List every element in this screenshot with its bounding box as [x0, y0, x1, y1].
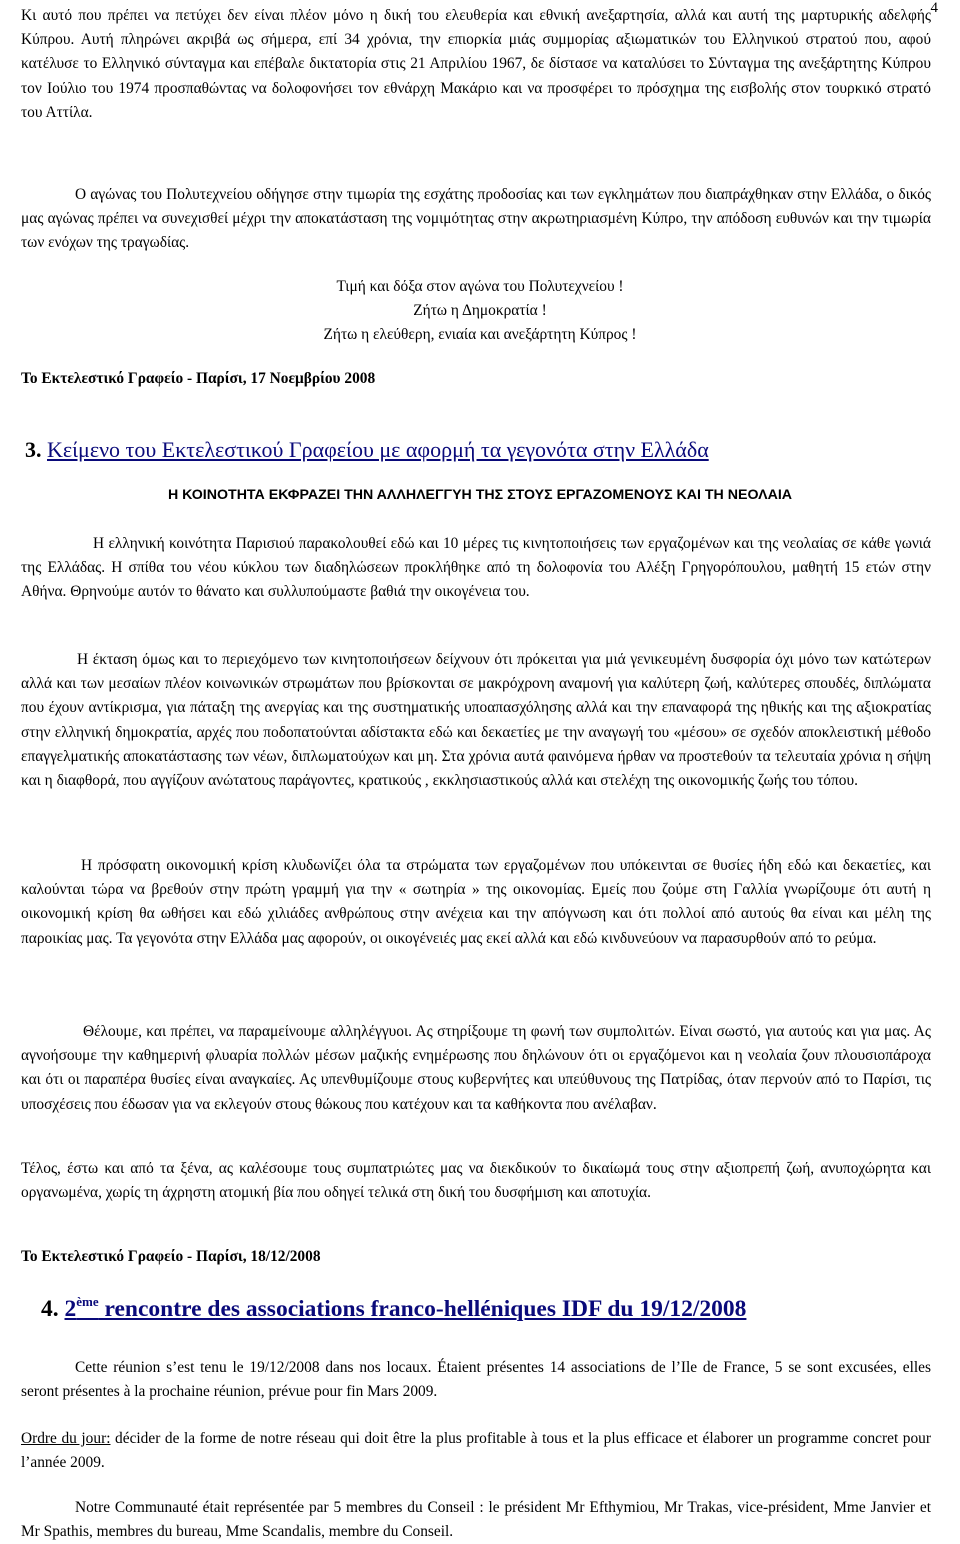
paragraph-independence: Κι αυτό που πρέπει να πετύχει δεν είναι πλέον μόνο η δική του ελευθερία και εθνική ανεξαρτησία, αλλά και αυτή της μαρτυρικής αδελφής Κύπρου. Αυτή πληρώνει ακριβά ως σήμερα, επί 34 χρόνια, την επιορκία μιάς συμμορίας αξιωματικών του Ελληνικού στρατού που, αφού κατέλυσε το Ελληνικό σύνταγμα και επέβαλε δικτατορία στις 21 Απριλίου 1967, δε δίστασε να καταλύσει το Σύνταγμα της ανεξάρτητης Κύπρου τον Ιούλιο του 1974 προσπαθώντας να δολοφονήσει τον εθνάρχη Μακάριο και να προσφέρει το πρόσχημα της εισβολής στον τουρκικό στρατό του Αττίλα.	[21, 7, 931, 121]
section-4-number: 4.	[41, 1296, 59, 1322]
section-3-subtitle: Η ΚΟΙΝΟΤΗΤΑ ΕΚΦΡΑΖΕΙ ΤΗΝ ΑΛΛΗΛΕΓΓΥΗ ΤΗΣ ΣΤΟΥΣ ΕΡΓΑΖΟΜΕΝΟΥΣ ΚΑΙ ΤΗ ΝΕΟΛΑΙΑ	[167, 487, 793, 503]
paragraph-agenda	[21, 1427, 931, 1475]
slogan-cyprus: Ζήτω η ελεύθερη, ενιαία και ανεξάρτητη Κύπρος !	[323, 326, 637, 343]
section-4-title-rest: rencontre des associations franco-helléniques IDF du 19/12/2008	[98, 1296, 747, 1322]
section-4-heading	[41, 1296, 746, 1323]
paragraph-community: Η ελληνική κοινότητα Παρισιού παρακολουθεί εδώ και 10 μέρες τις κινητοποιήσεις των εργαζομένων και της νεολαίας σε κάθε γωνιά της Ελλάδας. Η σπίθα του νέου κύκλου των διαδηλώσεων προκλήθηκε από τη δολοφονία του Αλέξη Γρηγορόπουλου, μαθητή 15 ετών στην Αθήνα. Θρηνούμε αυτόν το θάνατο και συλλυπούμαστε βαθιά την οικογένεια του.	[21, 535, 931, 601]
slogan-polytechnic: Τιμή και δόξα στον αγώνα του Πολυτεχνείου !	[336, 278, 624, 295]
agenda-text: décider de la forme de notre réseau qui doit être la plus profitable à tous et la plus efficace et élaborer un programme concret pour l’année 2009.	[21, 1430, 932, 1472]
section-3-number: 3.	[25, 437, 42, 462]
section-4-title-ordinal: 2	[64, 1296, 77, 1322]
slogan-democracy: Ζήτω η Δημοκρατία !	[413, 302, 547, 319]
paragraph-polytechnic: Ο αγώνας του Πολυτεχνείου οδήγησε στην τιμωρία της εσχάτης προδοσίας και των εγκλημάτων που διαπράχθηκαν στην Ελλάδα, ο δικός μας αγώνας πρέπει να συνεχισθεί μέχρι την αποκατάσταση της νομιμότητας στην ακρωτηριασμένη Κύπρο, την απόδοση ευθυνών και την τιμωρία των ενόχων της τραγωδίας.	[21, 186, 931, 252]
page-number: 4	[930, 0, 938, 16]
signature-nov-2008: Το Εκτελεστικό Γραφείο - Παρίσι, 17 Νοεμβρίου 2008	[21, 370, 376, 387]
paragraph-meeting: Cette réunion s’est tenu le 19/12/2008 dans nos locaux. Étaient présentes 14 associations de l’Ile de France, 5 se sont excusées, elles seront présentes à la prochaine réunion, prévue pour fin Mars 2009.	[21, 1359, 931, 1401]
agenda-label: Ordre du jour:	[21, 1430, 111, 1447]
section-4-title	[65, 1296, 747, 1322]
section-4-title-sup: ème	[76, 1294, 99, 1309]
signature-dec-2008: Το Εκτελεστικό Γραφείο - Παρίσι, 18/12/2008	[21, 1248, 321, 1265]
paragraph-crisis: Η πρόσφατη οικονομική κρίση κλυδωνίζει όλα τα στρώματα των εργαζομένων που υπόκεινται σε θυσίες ήδη εδώ και δεκαετίες, και καλούνται τώρα να βρεθούν στην πρώτη γραμμή για την « σωτηρία » της οικονομίας. Εμείς που ζούμε στη Γαλλία γνωρίζουμε ότι αυτή η οικονομική κρίση θα ωθήσει και εδώ χιλιάδες ανθρώπους στην ανέχεια και την απόγνωση και ότι πολλοί από αυτούς θα είναι και μέλη της παροικίας μας. Τα γεγονότα στην Ελλάδα μας αφορούν, οι οικογένειές μας εκεί αλλά και εδώ κινδυνεύουν να παρασυρθούν από το ρεύμα.	[21, 857, 931, 947]
paragraph-representation: Notre Communauté était représentée par 5 membres du Conseil : le président Mr Efthymiou, Mr Trakas, vice-président, Mme Janvier et Mr Spathis, membres du bureau, Mme Scandalis, membre du Conseil.	[21, 1499, 931, 1541]
paragraph-solidarity: Θέλουμε, και πρέπει, να παραμείνουμε αλληλέγγυοι. Ας στηρίξουμε τη φωνή των συμπολιτών. Είναι σωστό, για αυτούς και για μας. Ας αγνοήσουμε την καθημερινή φλυαρία πολλών μέσων μαζικής ενημέρωσης που δηλώνουν ότι οι εργαζόμενοι και η νεολαία ζουν πλουσιοπάροχα και ότι οι παραπέρα θυσίες είναι αναγκαίες. Ας υπενθυμίζουμε στους κυβερνήτες και υπεύθυνους της Πατρίδας, όταν περνούν από το Παρίσι, τις υποσχέσεις που έδωσαν για να εκλεγούν στους θώκους που κατέχουν και τα καθήκοντα που ανέλαβαν.	[21, 1023, 931, 1113]
paragraph-dignity: Τέλος, έστω και από τα ξένα, ας καλέσουμε τους συμπατριώτες μας να διεκδικούν το δικαίωμά τους στην αξιοπρεπή ζωή, ανυποχώρητα και οργανωμένα, χωρίς τη άχρηστη ατομική βία που οδηγεί τελικά στη δική του δυσφήμιση και αποτυχία.	[21, 1160, 931, 1202]
section-3-heading	[25, 437, 709, 463]
section-3-title: Κείμενο του Εκτελεστικού Γραφείου με αφορμή τα γεγονότα στην Ελλάδα	[47, 437, 709, 462]
paragraph-discontent: Η έκταση όμως και το περιεχόμενο των κινητοποιήσεων δείχνουν ότι πρόκειται για μιά γενικευμένη δυσφορία όχι μόνο των κατώτερων αλλά και των μεσαίων πλέον κοινωνικών στρωμάτων που βρίσκονται σε μακρόχρονη αναμονή για καλύτερη ζωή, καλύτερες σπουδές, διπλώματα που έχουν αντίκρισμα, για πάταξη της ανεργίας και της συστηματικής υποαπασχόλησης αλλά και την επαναφορά της ηθικής και της αξιοκρατίας στην ελληνική δημοκρατία, αρχές που ποδοπατούνται αδίστακτα εδώ και δεκαετίες με την αναγωγή του «μέσου» σε σχεδόν αποκλειστική μέθοδο επαγγελματικής αποκατάστασης των νέων, διπλωματούχων και μη. Στα χρόνια αυτά φαινόμενα ήρθαν να προστεθούν τα τελευταία χρόνια η σήψη και η διαφθορά, που αγγίζουν ανώτατους παράγοντες, κρατικούς , εκκλησιαστικούς αλλά και στελέχη της οικονομικής ζωής του τόπου.	[21, 651, 931, 790]
